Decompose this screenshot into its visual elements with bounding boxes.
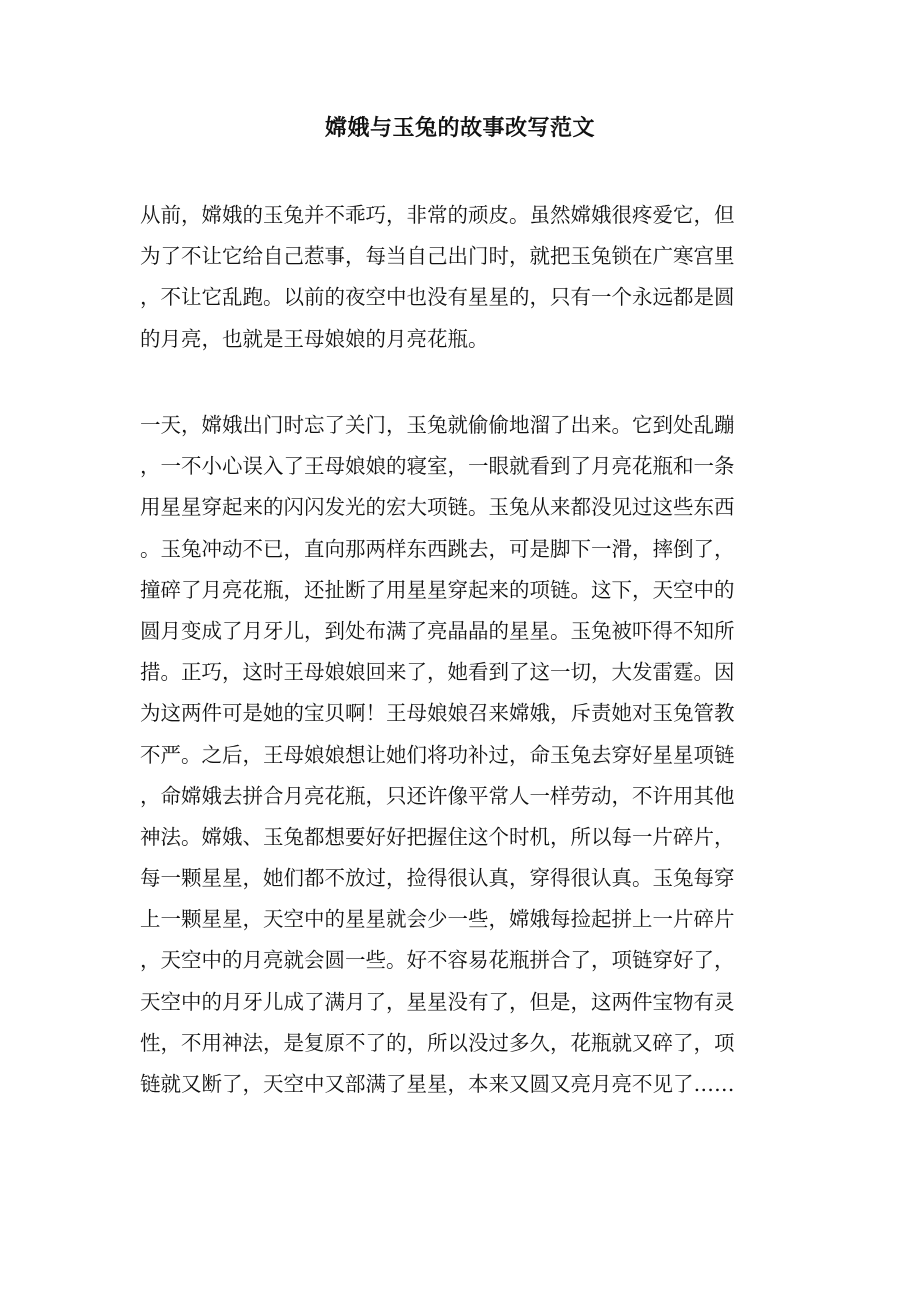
text-line: 性，不用神法，是复原不了的，所以没过多久，花瓶就又碎了，项 xyxy=(140,1030,735,1055)
text-line: 。玉兔冲动不已，直向那两样东西跳去，可是脚下一滑，摔倒了， xyxy=(140,536,735,561)
text-line: 不严。之后，王母娘娘想让她们将功补过，命玉兔去穿好星星项链 xyxy=(140,742,735,767)
document-title: 嫦娥与玉兔的故事改写范文 xyxy=(324,115,595,141)
text-line: ，一不小心误入了王母娘娘的寝室，一眼就看到了月亮花瓶和一条 xyxy=(140,454,735,479)
text-line: ，不让它乱跑。以前的夜空中也没有星星的，只有一个永远都是圆 xyxy=(140,285,735,310)
text-line: 的月亮，也就是王母娘娘的月亮花瓶。 xyxy=(140,326,489,351)
text-line: 链就又断了，天空中又部满了星星，本来又圆又亮月亮不见了…… xyxy=(140,1072,735,1096)
text-line: 圆月变成了月牙儿，到处布满了亮晶晶的星星。玉兔被吓得不知所 xyxy=(140,618,735,643)
text-line: ，命嫦娥去拼合月亮花瓶，只还许像平常人一样劳动，不许用其他 xyxy=(140,783,735,808)
text-line: 每一颗星星，她们都不放过，捡得很认真，穿得很认真。玉兔每穿 xyxy=(140,866,735,891)
text-line: 一天，嫦娥出门时忘了关门，玉兔就偷偷地溜了出来。它到处乱蹦 xyxy=(140,413,735,437)
text-line: 为这两件可是她的宝贝啊！王母娘娘召来嫦娥，斥责她对玉兔管教 xyxy=(140,701,735,726)
text-line: 撞碎了月亮花瓶，还扯断了用星星穿起来的项链。这下，天空中的 xyxy=(140,577,735,602)
text-line: 为了不让它给自己惹事，每当自己出门时，就把玉兔锁在广寒宫里 xyxy=(140,244,735,269)
text-line: 天空中的月牙儿成了满月了，星星没有了，但是，这两件宝物有灵 xyxy=(140,989,735,1014)
text-line: ，天空中的月亮就会圆一些。好不容易花瓶拼合了，项链穿好了， xyxy=(140,948,735,973)
text-line: 上一颗星星，天空中的星星就会少一些，嫦娥每捡起拼上一片碎片 xyxy=(140,907,735,932)
paragraph-1 xyxy=(140,195,780,360)
text-line: 用星星穿起来的闪闪发光的宏大项链。玉兔从来都没见过这些东西 xyxy=(140,495,735,520)
paragraph-2 xyxy=(140,405,780,1105)
text-line: 神法。嫦娥、玉兔都想要好好把握住这个时机，所以每一片碎片， xyxy=(140,824,735,849)
text-line: 措。正巧，这时王母娘娘回来了，她看到了这一切，大发雷霆。因 xyxy=(140,660,735,685)
text-line: 从前，嫦娥的玉兔并不乖巧，非常的顽皮。虽然嫦娥很疼爱它，但 xyxy=(140,203,735,227)
